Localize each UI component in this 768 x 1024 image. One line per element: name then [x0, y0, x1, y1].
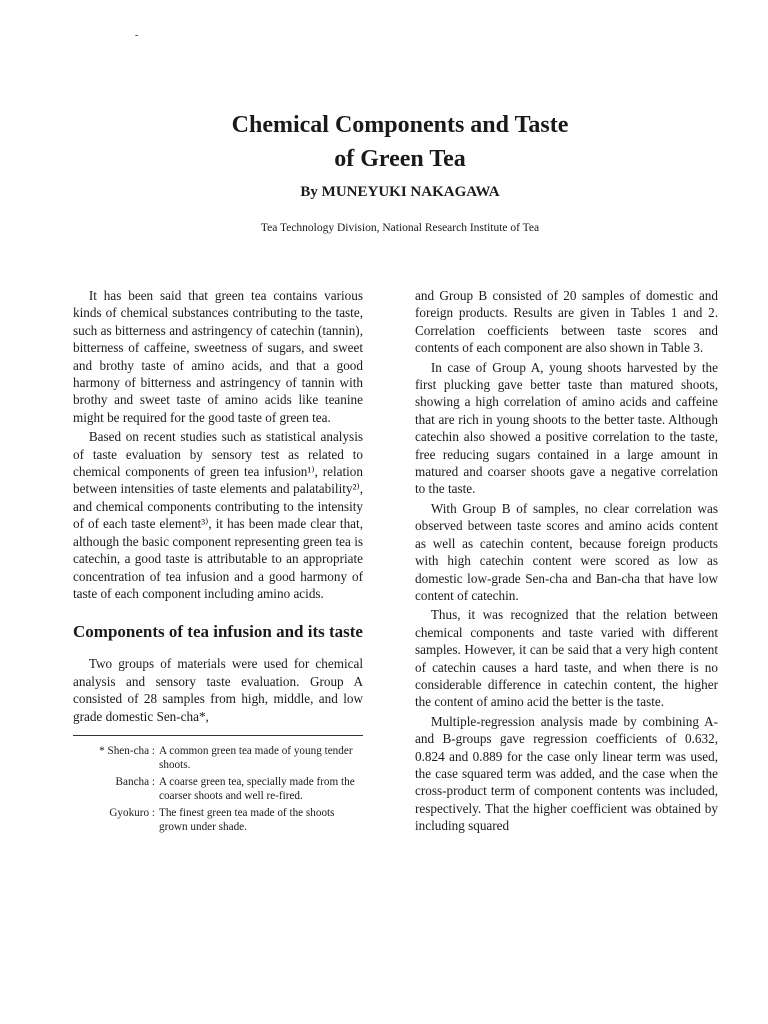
- left-paragraph-3: Two groups of materials were used for chemical analysis and sensory taste evaluation. Group A consisted of 28 samples from high, middle, and low grade domestic Sen-cha*,: [73, 656, 363, 724]
- affiliation-line: Tea Technology Division, National Research Institute of Tea: [260, 222, 540, 234]
- left-column: [73, 287, 363, 837]
- footnote-term: Gyokuro :: [109, 806, 155, 819]
- footnote-definition: The finest green tea made of the shoots grown under shade.: [159, 806, 335, 833]
- right-paragraph-3: With Group B of samples, no clear correlation was observed between taste scores and amino acids content as well as catechin content, because foreign products with high catechin content were scored as low as domestic low-grade Sen-cha and Ban-cha that have low content of catechin.: [415, 500, 718, 603]
- left-paragraph-2: Based on recent studies such as statistical analysis of taste evaluation by sensory test as related to chemical components of green tea infusion¹⁾, relation between intensities of taste elements and palatability²⁾, and chemical components contributing to the intensity of of each taste element³⁾, it has been made clear that, although the basic component representing green tea is catechin, a good taste is attributable to an appropriate concentration of tea infusion and a good harmony of taste of each component including amino acids.: [73, 429, 363, 601]
- right-paragraph-1: and Group B consisted of 20 samples of domestic and foreign products. Results are given in Tables 1 and 2. Correlation coefficients between taste scores and contents of each component are also shown in Table 3.: [415, 288, 718, 356]
- right-paragraph-4: Thus, it was recognized that the relation between chemical components and taste varied with different samples. However, it can be said that a very high content of catechin causes a hard taste, and when there is no considerable difference in catechin content, the higher the content of amino acid the better is the taste.: [415, 607, 718, 710]
- footnote-definition: A coarse green tea, specially made from the coarser shoots and well re-fired.: [159, 775, 355, 802]
- footnote-item: [73, 744, 363, 772]
- section-heading: Components of tea infusion and its taste: [73, 622, 363, 642]
- footnote-item: [73, 775, 363, 803]
- right-paragraph-2: In case of Group A, young shoots harvested by the first plucking gave better taste than matured shoots, showing a high correlation of amino acids and caffeine that are rich in young shoots to the better taste. Although catechin also showed a positive correlation to the taste, free reducing sugars contained in a large amount in matured and coarser shoots gave a negative correlation to the taste.: [415, 359, 718, 497]
- right-paragraph-5: Multiple-regression analysis made by combining A- and B-groups gave regression coefficients of 0.632, 0.824 and 0.889 for the case only linear term was used, the case squared term was added, and the case when the cross-product term of component contents was included, respectively. That the higher coefficient was obtained by including squared: [415, 713, 718, 834]
- title-line-2: of Green Tea: [334, 146, 466, 172]
- footnote-definition: A common green tea made of young tender shoots.: [159, 744, 353, 771]
- stray-mark: -: [135, 30, 139, 41]
- footnote-item: [73, 806, 363, 834]
- right-column: [415, 287, 718, 835]
- left-paragraph-1: It has been said that green tea contains various kinds of chemical substances contributing to the taste, such as bitterness and astringency of catechin (tannin), bitterness of caffeine, sweetness of sugars, and sweet and brothy taste of amino acids, and that a good harmony of bitterness and astringency of tannin with brothy and sweet taste of amino acids like teanine might be required for the good taste of green tea.: [73, 288, 363, 425]
- paper-title: [150, 108, 650, 176]
- title-line-1: Chemical Components and Taste: [231, 112, 569, 138]
- footnote-term: Bancha :: [115, 775, 155, 788]
- footnotes: [73, 744, 363, 834]
- footnote-term: * Shen-cha :: [99, 744, 155, 757]
- author-line: By MUNEYUKI NAKAGAWA: [300, 184, 500, 200]
- footnote-divider: [73, 735, 363, 736]
